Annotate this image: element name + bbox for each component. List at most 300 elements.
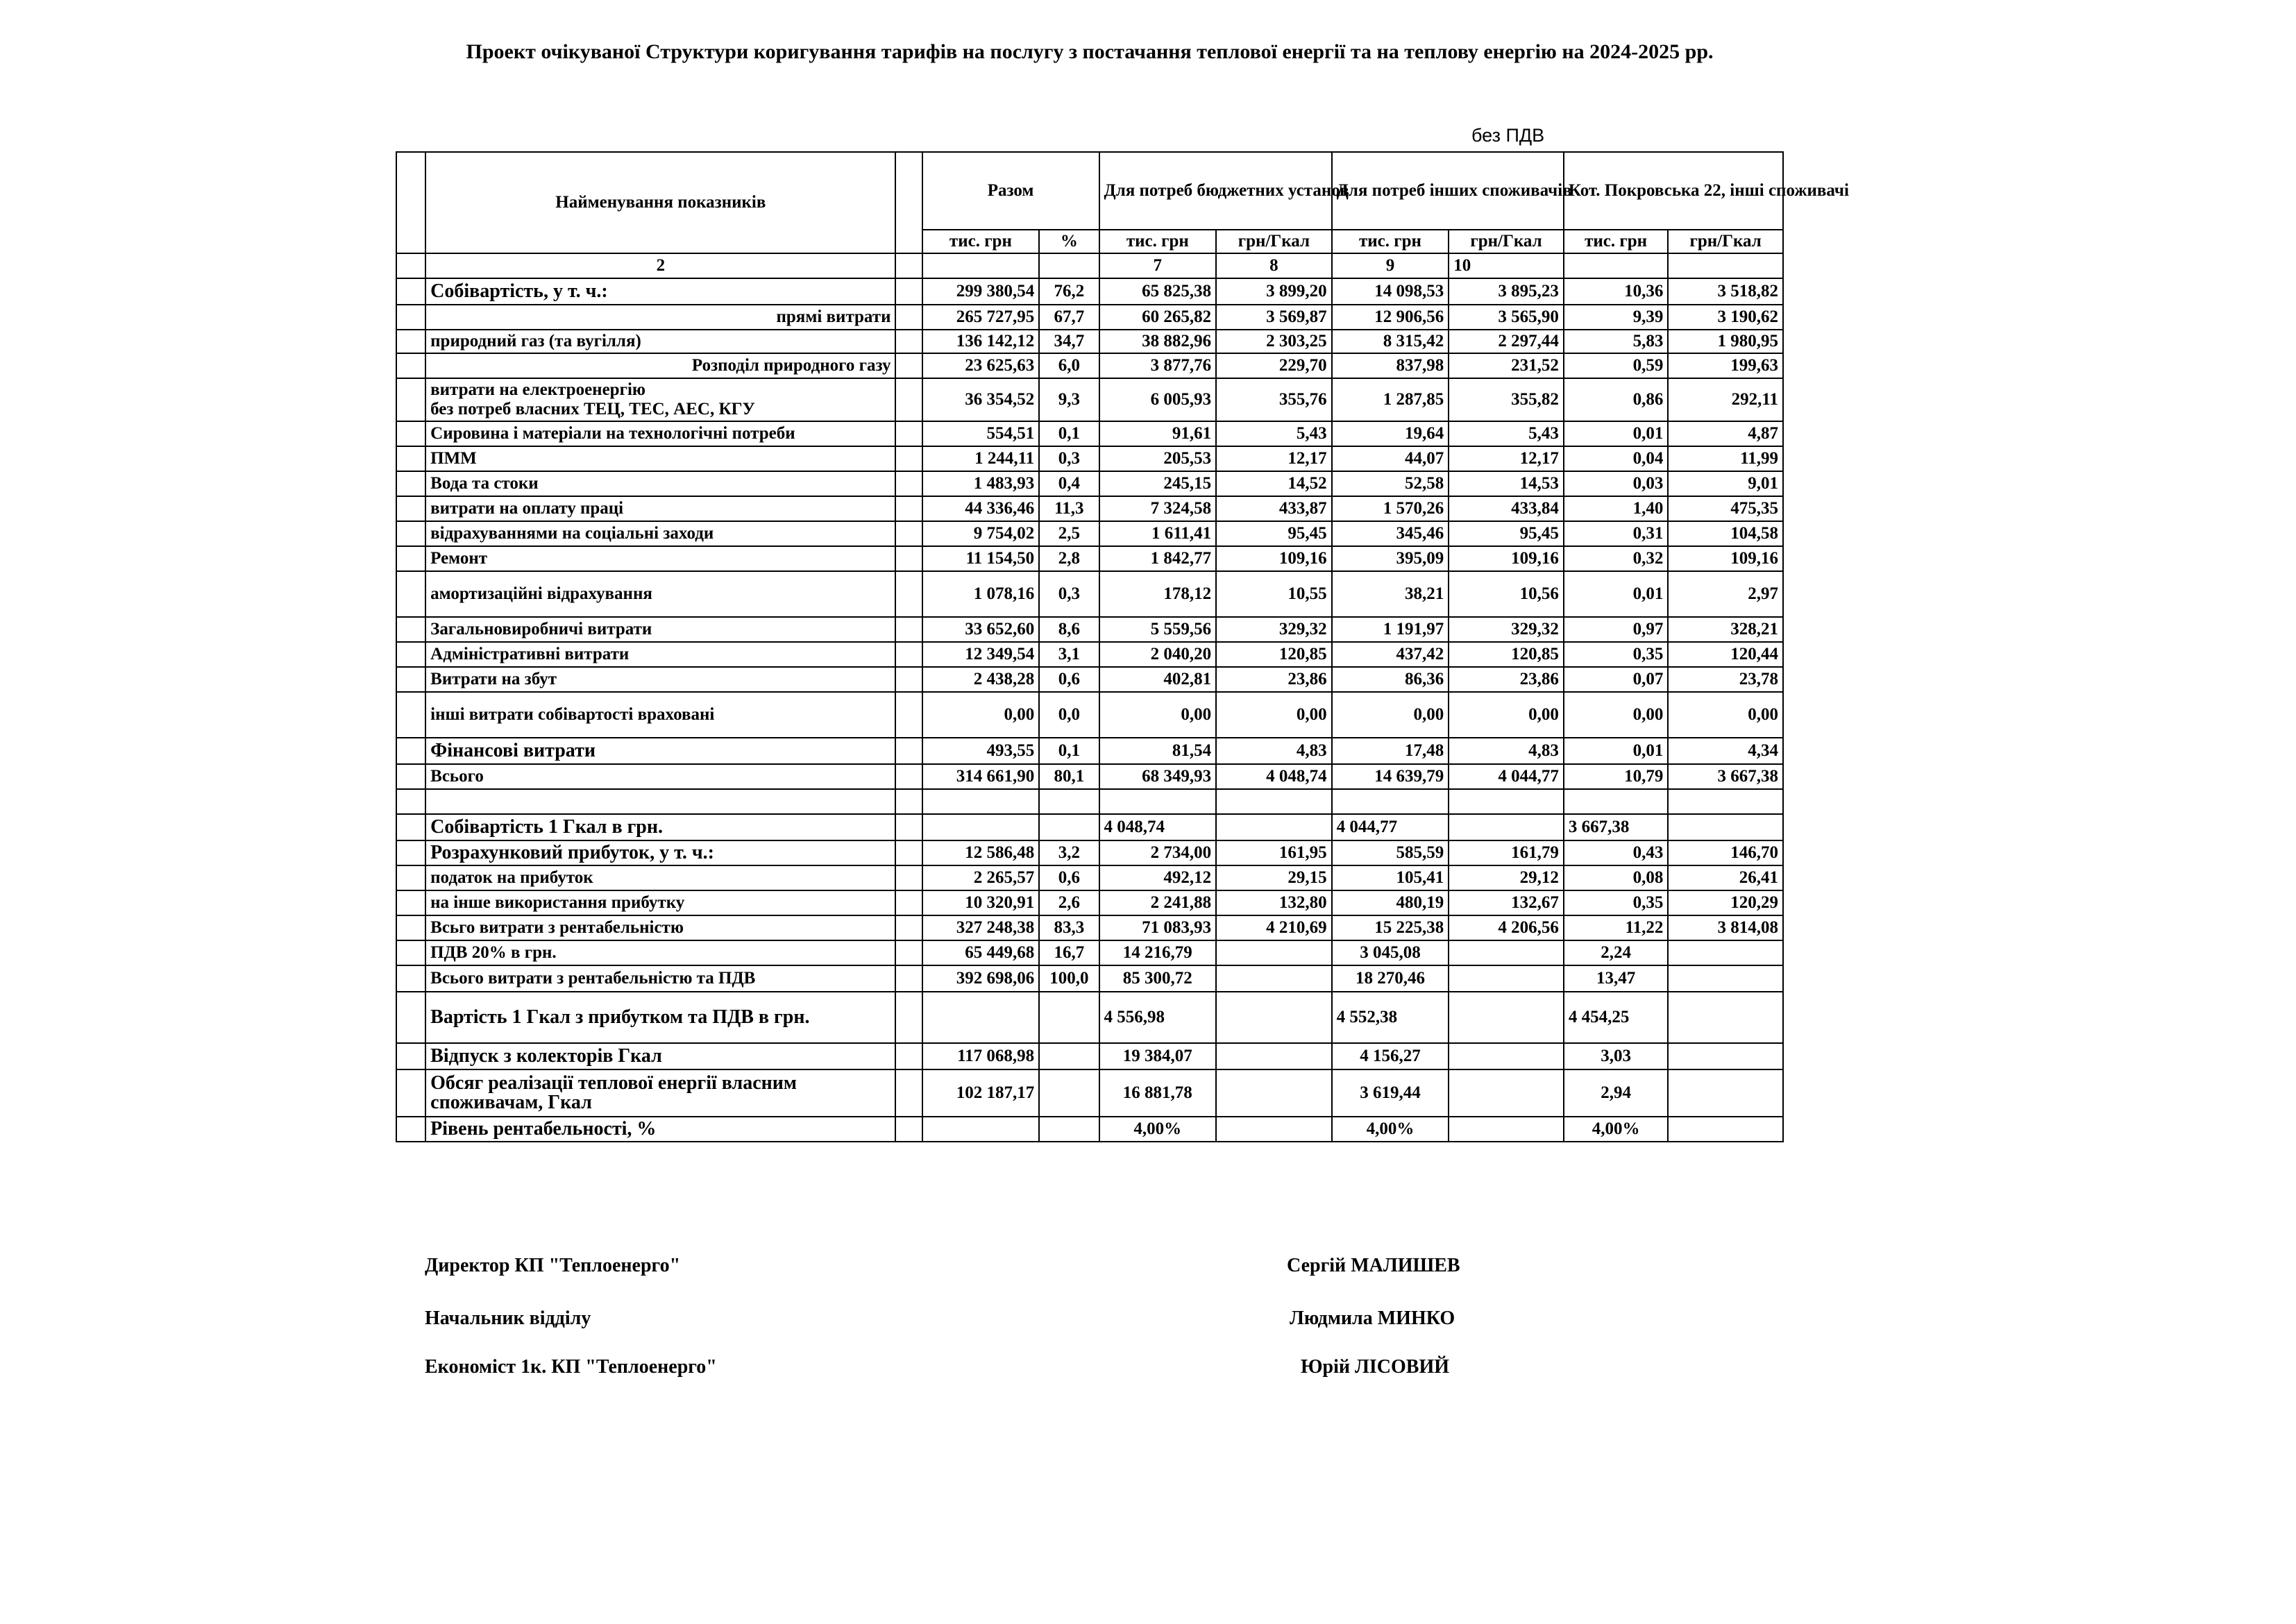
row-label: Сировина і матеріали на технологічні потреби xyxy=(425,421,895,446)
value-cell: 0,00 xyxy=(1099,692,1217,738)
row-index-cell xyxy=(396,840,425,865)
table-row xyxy=(396,278,1783,305)
table-row xyxy=(396,738,1783,764)
value-cell: 105,41 xyxy=(1332,865,1449,890)
value-cell xyxy=(1449,1069,1564,1117)
table-row xyxy=(396,1043,1783,1069)
row-label: витрати на оплату праці xyxy=(425,496,895,521)
row-label: інші витрати собівартості враховані xyxy=(425,692,895,738)
value-cell: 328,21 xyxy=(1668,617,1783,642)
table-row xyxy=(396,421,1783,446)
value-cell: 4 552,38 xyxy=(1332,992,1449,1043)
value-cell: 12 906,56 xyxy=(1332,305,1449,330)
value-cell: 3 565,90 xyxy=(1449,305,1564,330)
value-cell: 292,11 xyxy=(1668,378,1783,421)
table-row xyxy=(396,692,1783,738)
value-cell: 11,99 xyxy=(1668,446,1783,471)
value-cell: 327 248,38 xyxy=(922,915,1040,940)
value-cell: 11 154,50 xyxy=(922,546,1040,571)
column-number: 8 xyxy=(1216,253,1332,278)
value-cell: 60 265,82 xyxy=(1099,305,1217,330)
row-label: Загальновиробничі витрати xyxy=(425,617,895,642)
value-cell: 11,3 xyxy=(1039,496,1099,521)
value-cell: 402,81 xyxy=(1099,667,1217,692)
row-label xyxy=(425,1069,895,1117)
value-cell: 146,70 xyxy=(1668,840,1783,865)
value-cell: 0,01 xyxy=(1564,571,1669,617)
spacer-cell xyxy=(895,915,922,940)
row-label: природний газ (та вугілля) xyxy=(425,330,895,353)
value-cell: 1 287,85 xyxy=(1332,378,1449,421)
spacer-cell xyxy=(895,617,922,642)
row-label: на інше використання прибутку xyxy=(425,890,895,915)
value-cell: 1 483,93 xyxy=(922,471,1040,496)
value-cell: 0,00 xyxy=(1564,692,1669,738)
value-cell: 4,83 xyxy=(1216,738,1332,764)
value-cell: 1 980,95 xyxy=(1668,330,1783,353)
table-row xyxy=(396,1117,1783,1142)
value-cell: 100,0 xyxy=(1039,965,1099,992)
value-cell: 14,52 xyxy=(1216,471,1332,496)
value-cell xyxy=(1039,814,1099,840)
value-cell: 395,09 xyxy=(1332,546,1449,571)
value-cell: 2,97 xyxy=(1668,571,1783,617)
row-label: Розподіл природного газу xyxy=(425,353,895,378)
row-label: Адміністративні витрати xyxy=(425,642,895,667)
header-blank-b xyxy=(895,152,922,253)
spacer-cell xyxy=(895,278,922,305)
spacer-cell xyxy=(895,521,922,546)
row-index-cell xyxy=(396,617,425,642)
value-cell: 67,7 xyxy=(1039,305,1099,330)
value-cell: 109,16 xyxy=(1668,546,1783,571)
value-cell: 161,79 xyxy=(1449,840,1564,865)
value-cell: 4,00% xyxy=(1564,1117,1669,1142)
value-cell: 10,79 xyxy=(1564,764,1669,789)
row-index-cell xyxy=(396,330,425,353)
unit-header: тис. грн xyxy=(1332,230,1449,253)
value-cell: 44 336,46 xyxy=(922,496,1040,521)
spacer-cell xyxy=(895,571,922,617)
value-cell: 14 098,53 xyxy=(1332,278,1449,305)
table-row xyxy=(396,865,1783,890)
unit-header: % xyxy=(1039,230,1099,253)
unit-header: тис. грн xyxy=(1099,230,1217,253)
value-cell xyxy=(1216,992,1332,1043)
value-cell xyxy=(1039,1043,1099,1069)
value-cell: 2 241,88 xyxy=(1099,890,1217,915)
value-cell xyxy=(1039,1117,1099,1142)
value-cell: 0,97 xyxy=(1564,617,1669,642)
value-cell: 117 068,98 xyxy=(922,1043,1040,1069)
value-cell xyxy=(1668,1043,1783,1069)
row-index-cell xyxy=(396,546,425,571)
value-cell: 65 825,38 xyxy=(1099,278,1217,305)
value-cell xyxy=(1216,965,1332,992)
value-cell: 85 300,72 xyxy=(1099,965,1217,992)
spacer-cell xyxy=(895,814,922,840)
value-cell: 475,35 xyxy=(1668,496,1783,521)
value-cell: 29,15 xyxy=(1216,865,1332,890)
spacer-cell xyxy=(895,764,922,789)
row-label: Вартість 1 Гкал з прибутком та ПДВ в грн. xyxy=(425,992,895,1043)
row-index-cell xyxy=(396,571,425,617)
value-cell: 299 380,54 xyxy=(922,278,1040,305)
table-row xyxy=(396,471,1783,496)
row-label: Фінансові витрати xyxy=(425,738,895,764)
value-cell: 585,59 xyxy=(1332,840,1449,865)
value-cell: 3 877,76 xyxy=(1099,353,1217,378)
number-cell xyxy=(922,253,1040,278)
value-cell: 0,31 xyxy=(1564,521,1669,546)
table-row xyxy=(396,546,1783,571)
value-cell: 0,43 xyxy=(1564,840,1669,865)
value-cell: 0,86 xyxy=(1564,378,1669,421)
table-row xyxy=(396,617,1783,642)
signature-person: Юрій ЛІСОВИЙ xyxy=(1301,1356,1450,1378)
spacer-cell xyxy=(895,421,922,446)
value-cell: 1 244,11 xyxy=(922,446,1040,471)
number-cell xyxy=(1668,253,1783,278)
value-cell: 3 899,20 xyxy=(1216,278,1332,305)
value-cell: 329,32 xyxy=(1449,617,1564,642)
value-cell: 265 727,95 xyxy=(922,305,1040,330)
spacer-cell xyxy=(895,471,922,496)
value-cell: 76,2 xyxy=(1039,278,1099,305)
value-cell: 3 667,38 xyxy=(1668,764,1783,789)
value-cell: 2,8 xyxy=(1039,546,1099,571)
value-cell: 2,6 xyxy=(1039,890,1099,915)
spacer-cell xyxy=(895,546,922,571)
value-cell: 0,00 xyxy=(1216,692,1332,738)
table-row xyxy=(396,764,1783,789)
value-cell xyxy=(1216,1069,1332,1117)
value-cell: 68 349,93 xyxy=(1099,764,1217,789)
header-kot: Кот. Покровська 22, інші споживачі xyxy=(1564,152,1783,230)
row-label: відрахуваннями на соціальні заходи xyxy=(425,521,895,546)
value-cell: 81,54 xyxy=(1099,738,1217,764)
value-cell xyxy=(922,992,1040,1043)
value-cell: 38,21 xyxy=(1332,571,1449,617)
value-cell: 0,35 xyxy=(1564,642,1669,667)
value-cell xyxy=(922,814,1040,840)
value-cell xyxy=(922,789,1040,814)
value-cell xyxy=(1039,1069,1099,1117)
value-cell: 205,53 xyxy=(1099,446,1217,471)
spacer-cell xyxy=(895,353,922,378)
value-cell: 104,58 xyxy=(1668,521,1783,546)
row-index-cell xyxy=(396,789,425,814)
spacer-cell xyxy=(895,865,922,890)
value-cell: 14 639,79 xyxy=(1332,764,1449,789)
value-cell: 19,64 xyxy=(1332,421,1449,446)
number-cell xyxy=(396,253,425,278)
row-label: Рівень рентабельності, % xyxy=(425,1117,895,1142)
value-cell xyxy=(1449,940,1564,965)
value-cell: 0,35 xyxy=(1564,890,1669,915)
spacer-cell xyxy=(895,692,922,738)
value-cell: 0,3 xyxy=(1039,571,1099,617)
row-label: прямі витрати xyxy=(425,305,895,330)
value-cell: 314 661,90 xyxy=(922,764,1040,789)
unit-header: тис. грн xyxy=(1564,230,1669,253)
value-cell: 0,0 xyxy=(1039,692,1099,738)
value-cell: 0,6 xyxy=(1039,865,1099,890)
value-cell: 1 842,77 xyxy=(1099,546,1217,571)
value-cell xyxy=(1449,1117,1564,1142)
value-cell: 355,76 xyxy=(1216,378,1332,421)
value-cell: 3,03 xyxy=(1564,1043,1669,1069)
value-cell: 433,84 xyxy=(1449,496,1564,521)
table-row xyxy=(396,667,1783,692)
value-cell: 18 270,46 xyxy=(1332,965,1449,992)
spacer-cell xyxy=(895,965,922,992)
row-label: Собівартість 1 Гкал в грн. xyxy=(425,814,895,840)
value-cell: 4 044,77 xyxy=(1449,764,1564,789)
number-cell xyxy=(895,253,922,278)
row-index-cell xyxy=(396,521,425,546)
value-cell: 0,07 xyxy=(1564,667,1669,692)
value-cell: 14 216,79 xyxy=(1099,940,1217,965)
value-cell: 136 142,12 xyxy=(922,330,1040,353)
value-cell: 86,36 xyxy=(1332,667,1449,692)
column-number: 9 xyxy=(1332,253,1449,278)
value-cell: 38 882,96 xyxy=(1099,330,1217,353)
row-index-cell xyxy=(396,764,425,789)
row-index-cell xyxy=(396,1043,425,1069)
row-index-cell xyxy=(396,353,425,378)
number-cell xyxy=(1564,253,1669,278)
value-cell: 4,00% xyxy=(1332,1117,1449,1142)
table-row xyxy=(396,840,1783,865)
spacer-cell xyxy=(895,305,922,330)
value-cell: 23,78 xyxy=(1668,667,1783,692)
row-index-cell xyxy=(396,890,425,915)
value-cell: 4,34 xyxy=(1668,738,1783,764)
value-cell: 0,1 xyxy=(1039,738,1099,764)
value-cell: 3 619,44 xyxy=(1332,1069,1449,1117)
value-cell: 4 048,74 xyxy=(1216,764,1332,789)
value-cell: 10,36 xyxy=(1564,278,1669,305)
value-cell: 4 044,77 xyxy=(1332,814,1449,840)
value-cell: 229,70 xyxy=(1216,353,1332,378)
value-cell: 9,01 xyxy=(1668,471,1783,496)
value-cell xyxy=(1668,1117,1783,1142)
value-cell: 10,56 xyxy=(1449,571,1564,617)
spacer-cell xyxy=(895,840,922,865)
value-cell xyxy=(922,1117,1040,1142)
value-cell: 5,83 xyxy=(1564,330,1669,353)
value-cell: 102 187,17 xyxy=(922,1069,1040,1117)
value-cell: 1 078,16 xyxy=(922,571,1040,617)
value-cell: 245,15 xyxy=(1099,471,1217,496)
spacer-cell xyxy=(895,378,922,421)
value-cell: 345,46 xyxy=(1332,521,1449,546)
value-cell: 4,87 xyxy=(1668,421,1783,446)
value-cell: 15 225,38 xyxy=(1332,915,1449,940)
value-cell: 8,6 xyxy=(1039,617,1099,642)
value-cell: 2 438,28 xyxy=(922,667,1040,692)
table-row xyxy=(396,642,1783,667)
value-cell: 83,3 xyxy=(1039,915,1099,940)
value-cell xyxy=(1216,1117,1332,1142)
row-index-cell xyxy=(396,814,425,840)
value-cell: 52,58 xyxy=(1332,471,1449,496)
table-row xyxy=(396,940,1783,965)
row-index-cell xyxy=(396,667,425,692)
value-cell: 33 652,60 xyxy=(922,617,1040,642)
value-cell: 17,48 xyxy=(1332,738,1449,764)
value-cell xyxy=(1668,940,1783,965)
value-cell: 0,01 xyxy=(1564,421,1669,446)
value-cell: 492,12 xyxy=(1099,865,1217,890)
value-cell: 120,44 xyxy=(1668,642,1783,667)
value-cell: 2 734,00 xyxy=(1099,840,1217,865)
value-cell: 80,1 xyxy=(1039,764,1099,789)
column-number: 10 xyxy=(1449,253,1564,278)
value-cell: 178,12 xyxy=(1099,571,1217,617)
unit-header: грн/Гкал xyxy=(1449,230,1564,253)
value-cell: 91,61 xyxy=(1099,421,1217,446)
value-cell xyxy=(1449,965,1564,992)
value-cell: 7 324,58 xyxy=(1099,496,1217,521)
value-cell: 5,43 xyxy=(1216,421,1332,446)
value-cell: 2,24 xyxy=(1564,940,1669,965)
value-cell: 0,32 xyxy=(1564,546,1669,571)
row-label xyxy=(425,378,895,421)
value-cell: 0,4 xyxy=(1039,471,1099,496)
value-cell xyxy=(1039,789,1099,814)
value-cell: 3 895,23 xyxy=(1449,278,1564,305)
value-cell: 95,45 xyxy=(1449,521,1564,546)
value-cell: 10,55 xyxy=(1216,571,1332,617)
row-label: Ремонт xyxy=(425,546,895,571)
value-cell: 392 698,06 xyxy=(922,965,1040,992)
value-cell: 12,17 xyxy=(1449,446,1564,471)
value-cell: 0,01 xyxy=(1564,738,1669,764)
row-label: Розрахунковий прибуток, у т. ч.: xyxy=(425,840,895,865)
unit-header: грн/Гкал xyxy=(1668,230,1783,253)
row-index-cell xyxy=(396,865,425,890)
value-cell: 2,5 xyxy=(1039,521,1099,546)
value-cell: 10 320,91 xyxy=(922,890,1040,915)
value-cell: 1 570,26 xyxy=(1332,496,1449,521)
value-cell: 5,43 xyxy=(1449,421,1564,446)
value-cell: 11,22 xyxy=(1564,915,1669,940)
value-cell: 1 611,41 xyxy=(1099,521,1217,546)
value-cell xyxy=(1668,814,1783,840)
value-cell: 2,94 xyxy=(1564,1069,1669,1117)
value-cell: 3 045,08 xyxy=(1332,940,1449,965)
row-label: ПДВ 20% в грн. xyxy=(425,940,895,965)
value-cell: 2 265,57 xyxy=(922,865,1040,890)
row-index-cell xyxy=(396,940,425,965)
table-row xyxy=(396,965,1783,992)
header-other: Для потреб інших споживачів xyxy=(1332,152,1564,230)
value-cell: 9,3 xyxy=(1039,378,1099,421)
value-cell xyxy=(1668,965,1783,992)
value-cell: 26,41 xyxy=(1668,865,1783,890)
value-cell: 132,67 xyxy=(1449,890,1564,915)
value-cell: 12,17 xyxy=(1216,446,1332,471)
value-cell: 19 384,07 xyxy=(1099,1043,1217,1069)
value-cell: 0,1 xyxy=(1039,421,1099,446)
value-cell: 14,53 xyxy=(1449,471,1564,496)
value-cell: 4 556,98 xyxy=(1099,992,1217,1043)
value-cell: 4,00% xyxy=(1099,1117,1217,1142)
column-number: 2 xyxy=(425,253,895,278)
row-index-cell xyxy=(396,305,425,330)
row-index-cell xyxy=(396,642,425,667)
spacer-cell xyxy=(895,446,922,471)
table-row xyxy=(396,571,1783,617)
value-cell: 8 315,42 xyxy=(1332,330,1449,353)
value-cell xyxy=(1449,1043,1564,1069)
table-row xyxy=(396,305,1783,330)
unit-header: тис. грн xyxy=(922,230,1040,253)
row-index-cell xyxy=(396,915,425,940)
spacer-cell xyxy=(895,1043,922,1069)
value-cell xyxy=(1564,789,1669,814)
header-total: Разом xyxy=(922,152,1099,230)
value-cell: 109,16 xyxy=(1449,546,1564,571)
value-cell xyxy=(1668,789,1783,814)
value-cell xyxy=(1668,1069,1783,1117)
row-index-cell xyxy=(396,1069,425,1117)
value-cell xyxy=(1099,789,1217,814)
row-index-cell xyxy=(396,738,425,764)
table-row xyxy=(396,353,1783,378)
spacer-cell xyxy=(895,330,922,353)
row-label: амортизаційні відрахування xyxy=(425,571,895,617)
value-cell: 433,87 xyxy=(1216,496,1332,521)
value-cell: 3 518,82 xyxy=(1668,278,1783,305)
value-cell xyxy=(1216,940,1332,965)
value-cell: 3,2 xyxy=(1039,840,1099,865)
table-row xyxy=(396,446,1783,471)
table-row xyxy=(396,814,1783,840)
spacer-cell xyxy=(895,667,922,692)
signature-person: Сергій МАЛИШЕВ xyxy=(1287,1255,1460,1276)
spacer-cell xyxy=(895,940,922,965)
row-index-cell xyxy=(396,1117,425,1142)
value-cell: 23 625,63 xyxy=(922,353,1040,378)
header-budget: Для потреб бюджетних установ xyxy=(1099,152,1332,230)
value-cell: 329,32 xyxy=(1216,617,1332,642)
vat-note: без ПДВ xyxy=(1471,125,1545,146)
header-name: Найменування показників xyxy=(425,152,895,253)
value-cell: 2 303,25 xyxy=(1216,330,1332,353)
value-cell: 2 297,44 xyxy=(1449,330,1564,353)
row-index-cell xyxy=(396,471,425,496)
signature-role: Директор КП "Теплоенерго" xyxy=(425,1255,681,1276)
signature-person: Людмила МИНКО xyxy=(1290,1308,1455,1329)
spacer-cell xyxy=(895,1117,922,1142)
value-cell xyxy=(1216,789,1332,814)
value-cell: 3 190,62 xyxy=(1668,305,1783,330)
value-cell xyxy=(1668,992,1783,1043)
value-cell: 132,80 xyxy=(1216,890,1332,915)
value-cell: 0,08 xyxy=(1564,865,1669,890)
column-number: 7 xyxy=(1099,253,1217,278)
value-cell xyxy=(1216,814,1332,840)
value-cell: 13,47 xyxy=(1564,965,1669,992)
spacer-cell xyxy=(895,642,922,667)
value-cell: 6 005,93 xyxy=(1099,378,1217,421)
row-index-cell xyxy=(396,278,425,305)
table-row xyxy=(396,915,1783,940)
value-cell: 120,29 xyxy=(1668,890,1783,915)
